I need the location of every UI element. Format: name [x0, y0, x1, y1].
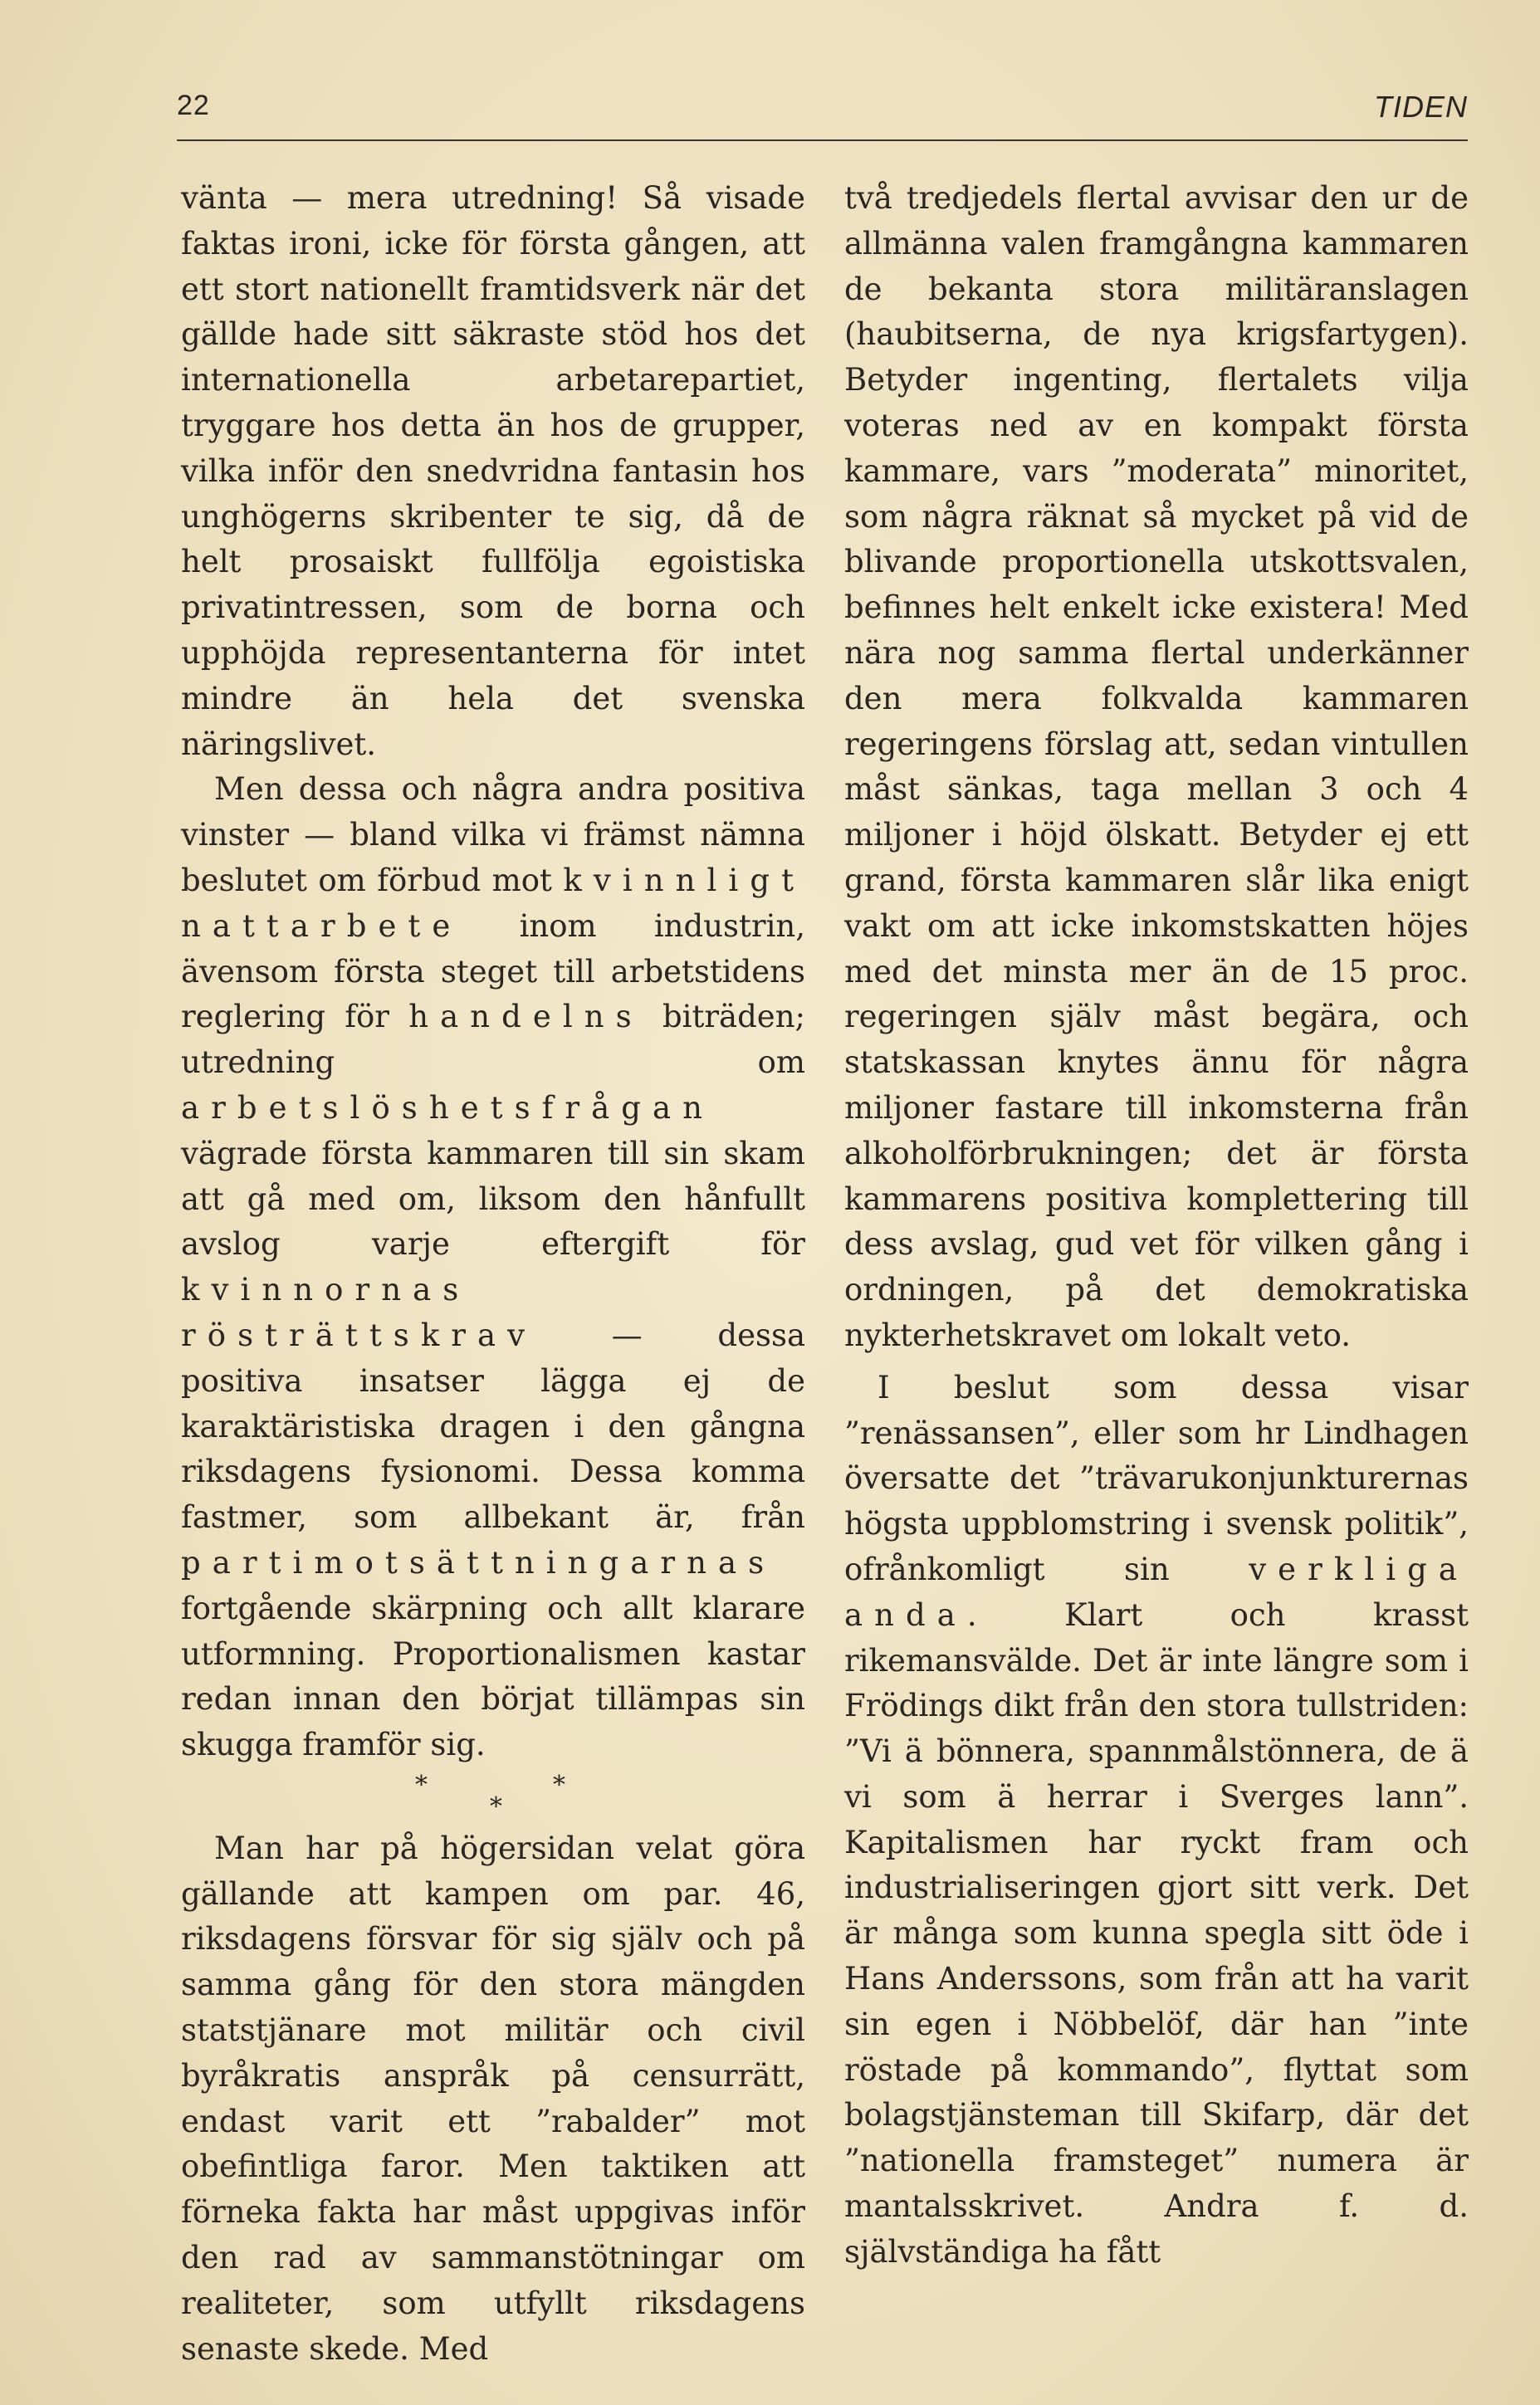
- page-header: [177, 90, 1468, 141]
- left-p2-text-c: biträden; utredning om: [181, 999, 805, 1081]
- left-p2-text-d: vägrade första kammaren till sin skam att gå med om, liksom den hånfullt avslog varje eftergift för: [181, 1135, 805, 1263]
- right-p2-text-b: . Klart och krasst rikemansvälde. Det är inte längre som i Frödings dikt från den stora tullstriden: ”Vi ä bönnera, spannmålstönnera, de ä vi som ä herrar i Sverges lann”. Kapitalismen har ryckt fram och industrialiseringen gjort sitt verk. Det är många som kunna spegla sitt öde i Hans Anderssons, som från att ha varit sin egen i Nöbbelöf, där han ”inte röstade på kommando”, flyttat som bolagstjänsteman till Skifarp, där det ”nationella framsteget” numera är mantalsskrivet. Andra f. d. självständiga ha fått: [844, 1596, 1469, 2270]
- left-paragraph-1-text: vänta — mera utredning! Så visade faktas ironi, icke för första gången, att ett stort nationellt framtidsverk när det gällde hade sitt säkraste stöd hos det internationella arbetarepartiet, tryggare hos detta än hos de grupper, vilka inför den snedvridna fantasin hos unghögerns skribenter te sig, då de helt prosaiskt fullfölja egoistiska privatintressen, som de borna och upphöjda representanterna för intet mindre än hela det svenska näringslivet.: [181, 180, 805, 762]
- left-column: [181, 176, 805, 2372]
- right-column: [844, 176, 1469, 2275]
- left-paragraph-1: [181, 176, 805, 767]
- asterisk: *: [490, 1792, 502, 1821]
- left-p2-text-e: — dessa positiva insatser lägga ej de karaktäristiska dragen i den gångna riksdagens fysionomi. Dessa komma fastmer, som allbekant är, från: [181, 1317, 805, 1536]
- left-paragraph-3-text: Man har på högersidan velat göra gällande att kampen om par. 46, riksdagens försvar för sig själv och på samma gång för den stora mängden statstjänare mot militär och civil byråkratis anspråk på censurrätt, endast varit ett ”rabalder” mot obefintliga faror. Men taktiken att förneka fakta har måst uppgivas inför den rad av sammanstötningar om realiteter, som utfyllt riksdagens senaste skede. Med: [181, 1830, 805, 2367]
- spaced-emphasis-partimotsattningarnas: partimotsättningarnas: [181, 1544, 776, 1581]
- paragraph-spacer: [844, 1359, 1469, 1366]
- spaced-emphasis-kvinnornas-rostrattskrav: kvinnornas rösträttskrav: [181, 1272, 537, 1353]
- asterisk: *: [553, 1770, 565, 1800]
- right-p2-text-a: I beslut som dessa visar ”renässansen”, eller som hr Lindhagen översatte det ”trävarukonjunkturernas högsta uppblomstring i svensk politik”, ofrånkomligt sin: [844, 1369, 1469, 1587]
- spaced-emphasis-kvinnligt-nattarbete: kvinnligt nattarbete: [181, 862, 805, 944]
- right-paragraph-1-text: två tredjedels flertal avvisar den ur de allmänna valen framgångna kammaren de bekanta stora militäranslagen (haubitserna, de nya krigsfartygen). Betyder ingenting, flertalets vilja voteras ned av en kompakt första kammare, vars ”moderata” minoritet, som några räknat så mycket på vid de blivande proportionella utskottsvalen, befinnes helt enkelt icke existera! Med nära nog samma flertal underkänner den mera folkvalda kammaren regeringens förslag att, sedan vintullen måst sänkas, taga mellan 3 och 4 miljoner i höjd ölskatt. Betyder ej ett grand, första kammaren slår lika enigt vakt om att icke inkomstskatten höjes med det minsta mer än de 15 proc. regeringen själv måst begära, och statskassan knytes ännu för några miljoner fastare till inkomsterna från alkoholförbrukningen; det är första kammarens positiva komplettering till dess avslag, gud vet för vilken gång i ordningen, på det demokratiska nykterhetskravet om lokalt veto.: [844, 180, 1469, 1353]
- section-break-asterism: [181, 1768, 805, 1826]
- left-paragraph-2: [181, 767, 805, 1768]
- right-paragraph-1: [844, 176, 1469, 1359]
- page-number: 22: [177, 90, 210, 121]
- journal-title: TIDEN: [1374, 90, 1468, 124]
- left-p2-text-b: inom industrin, ävensom första steget till arbetstidens reglering för: [181, 907, 805, 1035]
- spaced-emphasis-handelns: handelns: [408, 999, 643, 1035]
- left-paragraph-3: [181, 1826, 805, 2373]
- spaced-emphasis-arbetsloshetsfragan: arbetslöshetsfrågan: [181, 1089, 715, 1126]
- spaced-emphasis-verkliga-anda: verkliga anda: [844, 1551, 1469, 1633]
- left-p2-text-a: Men dessa och några andra positiva vinster — bland vilka vi främst nämna beslutet om förbud mot: [181, 771, 805, 898]
- right-paragraph-2: [844, 1366, 1469, 2275]
- left-p2-text-f: fortgående skärpning och allt klarare utformning. Proportionalismen kastar redan innan den börjat tillämpas sin skugga framför sig.: [181, 1590, 805, 1763]
- asterisk: *: [415, 1770, 428, 1800]
